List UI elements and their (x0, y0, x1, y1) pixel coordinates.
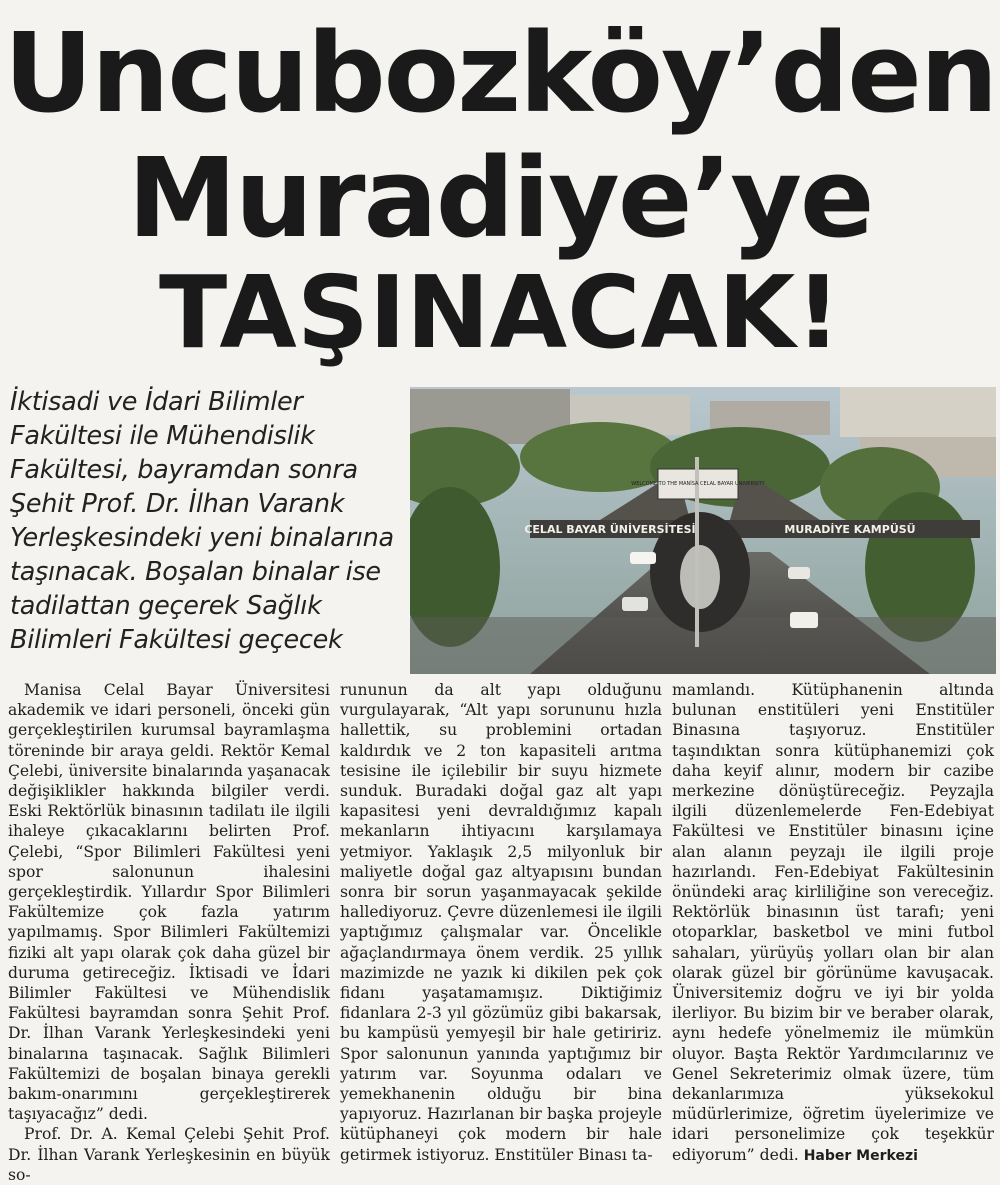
gate-top-sign: WELCOME TO THE MANİSA CELAL BAYAR UNIVERSITY (631, 481, 765, 487)
byline: Haber Merkezi (803, 1147, 918, 1164)
body-paragraph: rununun da alt yapı olduğunu vurgulayarak, “Alt yapı sorununu hızla hallettik, su problemini ortadan kaldırdık ve 2 ton kapasiteli arıtma tesisine ile içilebilir bir suyu hizmete sunduk. Buradaki doğal gaz alt yapı kapasitesi yeni devraldığımız kapalı mekanların ihtiyacını karşılamaya yetmiyor. Yaklaşık 2,5 milyonluk bir maliyetle doğal gaz altyapısını bundan sonra bir sorun yaşanmayacak şekilde hallediyoruz. Çevre düzenlemesi ile ilgili yaptığımız çalışmalar var. Öncelikle ağaçlandırmaya önem verdik. 25 yıllık mazimizde ne yazık ki dikilen pek çok fidanı yaşatamamışız. Diktiğimiz fidanlara 2-3 yıl gözümüz gibi bakarsak, bu kampüsü yemyeşil bir hale getiririz. Spor salonunun yanında yaptığımız bir yatırım var. Soyunma odaları ve yemekhanenin olduğu bir bina yapıyoruz. Hazırlanan bir başka projeyle kütüphaneyi çok modern bir hale getirmek istiyoruz. Enstitüler Binası ta- (340, 681, 662, 1164)
body-column-2 (340, 680, 662, 1165)
article-body (8, 680, 994, 1184)
headline-line-2: Muradiye’ye (127, 134, 873, 262)
body-column-1 (8, 680, 330, 1185)
body-text: mamlandı. Kütüphanenin altında bulunan enstitüleri yeni Enstitüler Binasına taşıyoruz. Enstitüler taşındıktan sonra kütüphanemizi çok daha keyif alınır, modern bir cazibe merkezine dönüştüreceğiz. Peyzajla ilgili düzenlemelerde Fen-Edebiyat Fakültesi ve Enstitüler binasını içine alan alanın peyzajı ile ilgili proje hazırlandı. Fen-Edebiyat Fakültesinin önündeki araç kirliliğine son vereceğiz. Rektörlük binasının üst tarafı; yeni otoparklar, basketbol ve mini futbol sahaları, yürüyüş yolları olan bir alan olarak güzel bir görünüme kavuşacak. Üniversitemiz doğru ve iyi bir yolda ilerliyor. Bu bizim bir ve beraber olarak, aynı hedefe yönelmemiz ile mümkün oluyor. Başta Rektör Yardımcılarınız ve Genel Sekreterimiz olmak üzere, tüm dekanlarımıza yüksekokul müdürlerimize, öğretim üyelerimize ve idari personelimize çok teşekkür ediyorum” dedi. (672, 681, 994, 1164)
gate-right-sign: MURADİYE KAMPÜSÜ (784, 523, 916, 536)
body-paragraph: Prof. Dr. A. Kemal Çelebi Şehit Prof. Dr. İlhan Varank Yerleşkesinin en büyük so- (8, 1125, 330, 1184)
body-paragraph: Manisa Celal Bayar Üniversitesi akademik ve idari personeli, önceki gün gerçekleştirilen kurumsal bayramlaşma töreninde bir araya geldi. Rektör Kemal Çelebi, üniversite binalarında yaşanacak değişiklikler hakkında bilgiler verdi. Eski Rektörlük binasının tadilatı ile ilgili ihaleye çıkacaklarını belirten Prof. Çelebi, “Spor Bilimleri Fakültesi yeni spor salonunun ihalesini gerçekleştirdik. Yıllardır Spor Bilimleri Fakültemize çok fazla yatırım yapılmamış. Spor Bilimleri Fakültemizi fiziki alt yapı olarak çok daha güzel bir duruma getireceğiz. İktisadi ve İdari Bilimler Fakültesi ve Mühendislik Fakültesi bayramdan sonra Şehit Prof. Dr. İlhan Varank Yerleşkesindeki yeni binalarına taşınacak. Sağlık Bilimleri Fakültemizi de boşalan binaya gerekli bakım-onarımını gerçekleştirerek taşıyacağız” dedi. (8, 681, 330, 1124)
headline (0, 8, 1000, 371)
campus-gate-photo (410, 387, 996, 674)
lead-paragraph: İktisadi ve İdari Bilimler Fakültesi ile Mühendislik Fakültesi, bayramdan sonra Şehit Prof. Dr. İlhan Varank Yerleşkesindeki yeni binalarına taşınacak. Boşalan binalar ise tadilattan geçerek Sağlık Bilimleri Fakültesi geçecek (10, 387, 394, 655)
headline-line-1: Uncubozköy’den (3, 9, 997, 137)
body-column-3 (672, 680, 994, 1166)
campus-gate-illustration (410, 387, 996, 674)
body-paragraph (672, 680, 994, 1166)
headline-line-3: TAŞINACAK! (158, 254, 842, 371)
gate-left-sign: CELAL BAYAR ÜNİVERSİTESİ (524, 523, 696, 536)
